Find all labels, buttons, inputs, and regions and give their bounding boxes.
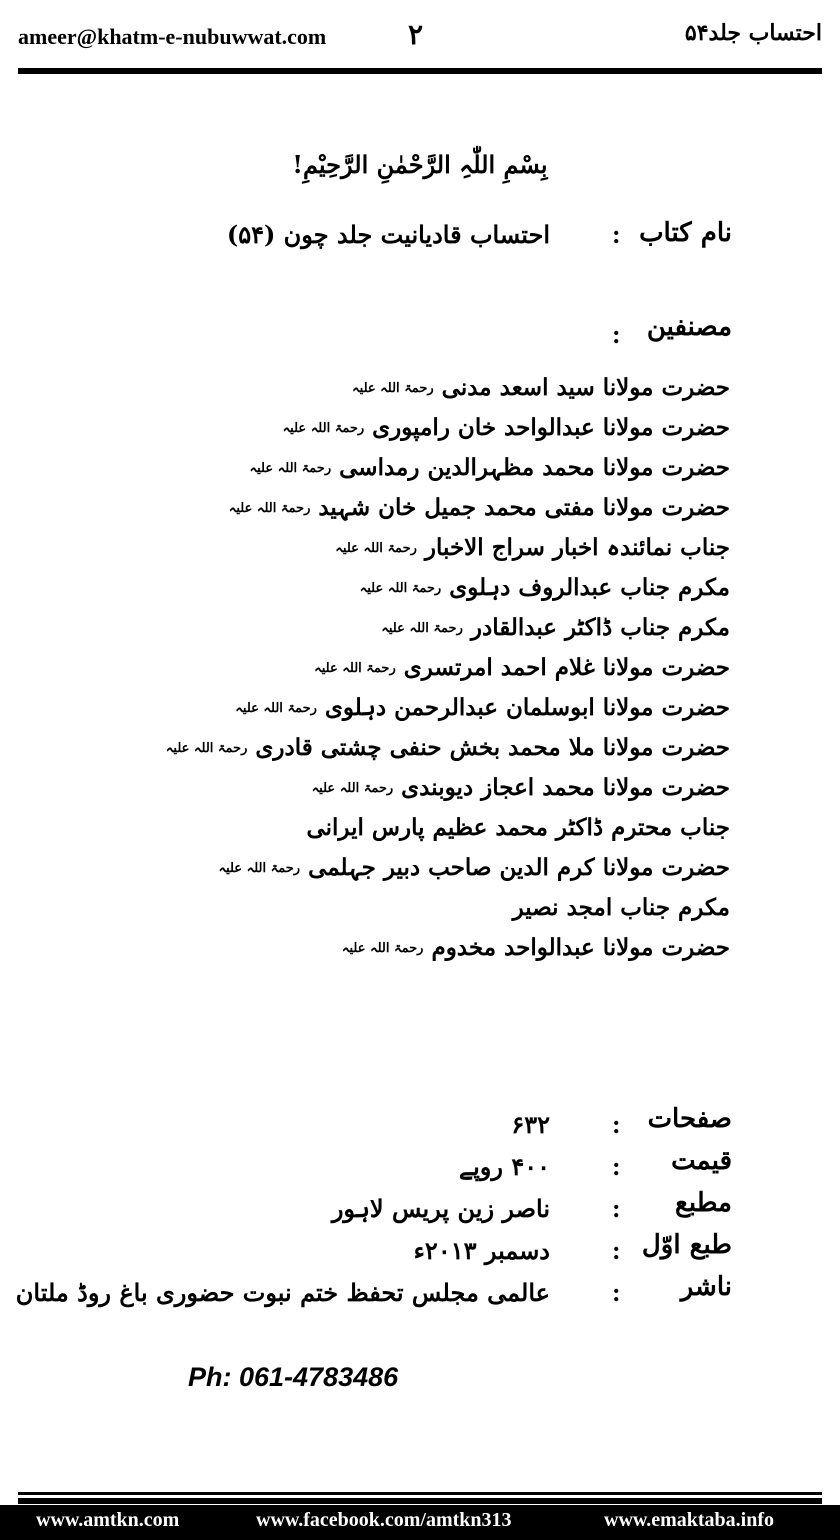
detail-value: ۶۳۲ [511,1110,550,1139]
author-item [130,808,730,848]
honorific-mark: رحمۃ اللہ علیہ [228,501,311,516]
header-book-title: احتساب جلد۵۴ [684,20,822,46]
author-item [130,408,730,448]
honorific-mark: رحمۃ اللہ علیہ [218,861,301,876]
author-name: حضرت مولانا ابوسلمان عبدالرحمن دہلوی [324,694,730,721]
detail-colon: : [612,1194,621,1223]
honorific-mark: رحمۃ اللہ علیہ [311,781,394,796]
author-item [130,488,730,528]
footer-divider-thin [18,1492,822,1495]
honorific-mark: رحمۃ اللہ علیہ [314,661,396,676]
author-name: حضرت مولانا غلام احمد امرتسری [403,654,730,681]
bismillah: بِسْمِ اللّٰہِ الرَّحْمٰنِ الرَّحِیْمِ! [292,150,548,179]
detail-label: مطبع [675,1188,732,1218]
author-item [130,768,730,808]
honorific-mark: رحمۃ اللہ علیہ [381,621,463,636]
detail-value: ۴۰۰ روپے [459,1152,550,1181]
footer-link-amtkn[interactable]: www.amtkn.com [36,1509,180,1531]
author-name: مکرم جناب ڈاکٹر عبدالقادر [470,614,730,641]
author-name: حضرت مولانا سید اسعد مدنی [441,374,730,401]
honorific-mark: رحمۃ اللہ علیہ [282,421,365,436]
detail-colon: : [612,1152,621,1181]
authors-label: مصنفین [646,312,732,342]
book-name-value: احتساب قادیانیت جلد چون (۵۴) [226,220,550,249]
book-name-colon: : [612,220,621,249]
page-number: ۲ [408,18,424,51]
author-name: جناب محترم ڈاکٹر محمد عظیم پارس ایرانی [306,814,730,841]
honorific-mark: رحمۃ اللہ علیہ [335,541,417,556]
footer-divider-thick [18,1498,822,1504]
footer-link-emaktaba[interactable]: www.emaktaba.info [604,1509,775,1531]
authors-colon: : [612,320,621,349]
author-item [130,648,730,688]
detail-colon: : [612,1278,621,1307]
detail-value: ناصر زین پریس لاہور [331,1194,550,1223]
author-item [130,728,730,768]
author-name: جناب نمائندہ اخبار سراج الاخبار [424,534,730,561]
detail-value: عالمی مجلس تحفظ ختم نبوت حضوری باغ روڈ ملتان [15,1278,550,1307]
detail-label: ناشر [680,1272,732,1302]
detail-label: صفحات [647,1104,732,1134]
author-item [130,928,730,968]
author-name: مکرم جناب عبدالروف دہلوی [449,574,730,601]
honorific-mark: رحمۃ اللہ علیہ [235,701,317,716]
book-name-label: نام کتاب [639,218,732,248]
header-email: ameer@khatm-e-nubuwwat.com [18,24,327,49]
footer-bar [0,1505,840,1540]
author-name: حضرت مولانا ملا محمد بخش حنفی چشتی قادری [255,734,730,761]
authors-list [130,368,730,968]
detail-value: دسمبر ۲۰۱۳ء [413,1236,550,1265]
author-name: حضرت مولانا عبدالواحد خان رامپوری [372,414,730,441]
footer-link-facebook[interactable]: www.facebook.com/amtkn313 [256,1509,512,1531]
phone-number: Ph: 061-4783486 [188,1362,399,1392]
author-name: مکرم جناب امجد نصیر [512,894,730,921]
page-header [0,0,840,80]
author-item [130,608,730,648]
author-item [130,688,730,728]
author-item [130,448,730,488]
detail-colon: : [612,1110,621,1139]
detail-label: طبع اوّل [641,1230,732,1260]
author-name: حضرت مولانا مفتی محمد جمیل خان شہید [318,494,730,521]
author-item [130,888,730,928]
honorific-mark: رحمۃ اللہ علیہ [352,381,434,396]
author-name: حضرت مولانا کرم الدین صاحب دبیر جہلمی [308,854,730,881]
detail-label: قیمت [671,1146,732,1176]
author-item [130,368,730,408]
header-divider [18,68,822,74]
honorific-mark: رحمۃ اللہ علیہ [359,581,442,596]
author-name: حضرت مولانا عبدالواحد مخدوم [431,934,730,961]
author-name: حضرت مولانا محمد اعجاز دیوبندی [401,774,730,801]
detail-colon: : [612,1236,621,1265]
author-item [130,528,730,568]
author-name: حضرت مولانا محمد مظہرالدین رمداسی [339,454,730,481]
honorific-mark: رحمۃ اللہ علیہ [249,461,332,476]
honorific-mark: رحمۃ اللہ علیہ [165,741,248,756]
author-item [130,568,730,608]
honorific-mark: رحمۃ اللہ علیہ [341,941,424,956]
author-item [130,848,730,888]
